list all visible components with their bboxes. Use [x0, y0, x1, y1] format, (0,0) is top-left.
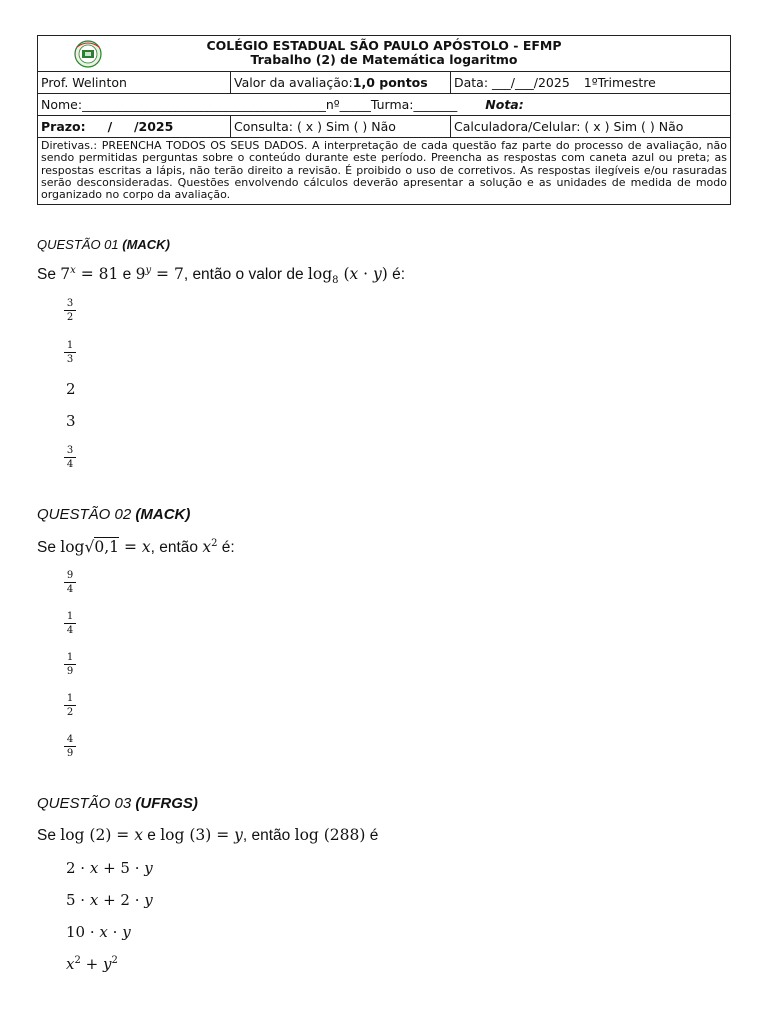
term-label: 1ºTrimestre [583, 75, 656, 90]
q2-e-den: 9 [66, 748, 74, 759]
q2-title-text: QUESTÃO 02 [37, 506, 136, 523]
q1-stmt-post: é: [387, 266, 406, 284]
teacher-cell: Prof. Welinton [38, 72, 231, 93]
value-amount: 1,0 pontos [352, 75, 428, 90]
date-field[interactable]: Data: ___/___/2025 [454, 75, 570, 90]
directives-text: Diretivas.: PREENCHA TODOS OS SEUS DADOS. A interpretação de cada questão faz parte do processo de avaliação, não sendo permitidas perguntas sobre o conteúdo durante este período. Preencha as respostas com caneta azul ou preta; as respostas escritas a lápis, não terão direito a revisão. É proibido o uso de corretivos. As respostas ilegíveis e/ou rasuradas serão desconsideradas. Questões envolvendo cálculos deverão apresentar a solução e as unidades de medida de modo organizado no corpo da avaliação. [41, 139, 727, 202]
q2-b-num: 1 [64, 611, 76, 624]
header-titles [206, 36, 561, 71]
grade-label: Nota: [485, 97, 524, 112]
q2-stmt-pre: Se [37, 539, 61, 557]
q1-statement: Se $7^x = 81$ e $9^y = 7$, então o valor de $\log_8 (x \cdot y)$ é: [37, 265, 406, 287]
q2-option-e[interactable] [64, 734, 76, 759]
q2-option-b[interactable] [64, 611, 76, 636]
q1-option-c[interactable]: 2 [66, 380, 76, 398]
q1-option-d[interactable]: 3 [66, 412, 76, 430]
header-row-deadline [38, 116, 730, 138]
value-cell [231, 72, 451, 93]
calculator-cell: Calculadora/Celular: ( x ) Sim ( ) Não [454, 119, 684, 134]
deadline-cell [38, 116, 231, 137]
q2-title [37, 506, 190, 523]
q1-title-text: QUESTÃO 01 [37, 237, 123, 252]
work-subtitle: Trabalho (2) de Matemática logaritmo [250, 52, 518, 67]
date-cell [451, 72, 730, 93]
q1-e-den: 4 [66, 459, 74, 470]
q2-d-den: 2 [66, 707, 74, 718]
q1-a-den: 2 [66, 312, 74, 323]
q3-option-c[interactable]: 10 · x · y [66, 923, 131, 941]
q3-option-a[interactable]: 2 · x + 5 · y [66, 859, 153, 877]
school-crest-icon [66, 39, 110, 69]
q2-a-num: 9 [64, 570, 76, 583]
q1-a-num: 3 [64, 298, 76, 311]
q2-e-num: 4 [64, 734, 76, 747]
q2-c-num: 1 [64, 652, 76, 665]
q1-stmt-mid2: , então o valor de [183, 266, 308, 284]
name-line[interactable]: Nome:_______________________________________nº_____Turma:_______ [41, 97, 458, 112]
q2-option-a[interactable] [64, 570, 76, 595]
deadline-value: / /2025 [107, 119, 174, 134]
q1-source: (MACK) [122, 237, 170, 252]
q1-e-num: 3 [64, 445, 76, 458]
q1-b-num: 1 [64, 340, 76, 353]
q2-option-d[interactable] [64, 693, 76, 718]
q2-stmt-mid: , então [150, 539, 203, 557]
q2-source: (MACK) [135, 506, 191, 523]
q3-stmt-mid2: , então [242, 827, 295, 844]
q2-option-c[interactable] [64, 652, 76, 677]
value-label: Valor da avaliação: [234, 75, 353, 90]
q1-stmt-mid1: e [118, 266, 136, 284]
header-row-directives [38, 138, 730, 204]
header-title-row [38, 36, 730, 72]
q1-b-den: 3 [66, 354, 74, 365]
q2-stmt-post: é: [217, 539, 235, 557]
q3-stmt-pre: Se [37, 827, 61, 844]
q3-title [37, 795, 198, 812]
q1-title [37, 237, 170, 252]
exam-header [37, 35, 731, 205]
q1-option-a[interactable] [64, 298, 76, 323]
consult-cell: Consulta: ( x ) Sim ( ) Não [231, 116, 451, 137]
q2-b-den: 4 [66, 625, 74, 636]
q3-option-d[interactable]: $x^2 + y^2$ [66, 955, 118, 973]
q2-d-num: 1 [64, 693, 76, 706]
school-name: COLÉGIO ESTADUAL SÃO PAULO APÓSTOLO - EFMP [206, 38, 562, 53]
q3-title-text: QUESTÃO 03 [37, 795, 136, 812]
header-row-info [38, 72, 730, 94]
q2-a-den: 4 [66, 584, 74, 595]
q1-stmt-pre: Se [37, 266, 61, 284]
q2-statement: Se log√0,1 = x, então $x^2$ é: [37, 538, 235, 557]
deadline-label: Prazo: [41, 119, 86, 134]
q3-statement: Se log (2) = x e log (3) = y, então log (288) é [37, 826, 379, 844]
q3-stmt-mid1: e [142, 827, 161, 844]
q1-option-b[interactable] [64, 340, 76, 365]
q1-option-e[interactable] [64, 445, 76, 470]
q3-stmt-post: é [365, 827, 379, 844]
header-row-name [38, 94, 730, 116]
name-cell [38, 94, 730, 115]
q3-source: (UFRGS) [135, 795, 198, 812]
q3-option-b[interactable]: 5 · x + 2 · y [66, 891, 153, 909]
q2-c-den: 9 [66, 666, 74, 677]
